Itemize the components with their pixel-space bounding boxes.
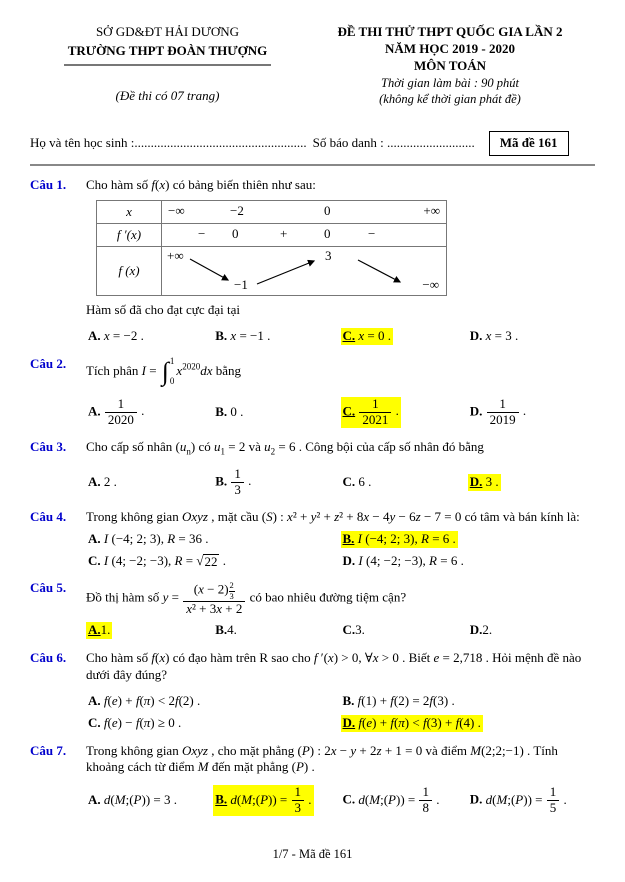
question-4	[30, 509, 595, 570]
school-name: TRƯỜNG THPT ĐOÀN THƯỢNG	[30, 43, 305, 66]
option-a: A.1.	[88, 622, 111, 638]
option-a: A. $\frac{1}{2020}$ .	[88, 395, 145, 427]
option-c: C. f(e) − f(π) ≥ 0 .	[88, 714, 182, 730]
option-a: A. I (−4; 2; 3), R = 36 .	[88, 530, 209, 546]
exam-header	[30, 24, 595, 107]
bbt-x-values	[162, 200, 447, 223]
bbt-f-curve	[162, 246, 447, 295]
bbt-arrows	[162, 247, 446, 295]
question-7-label: Câu 7.	[30, 742, 67, 758]
question-3-label: Câu 3.	[30, 438, 67, 454]
school-year: NĂM HỌC 2019 - 2020	[385, 40, 515, 56]
bbt-value: −∞	[168, 202, 185, 218]
subject: MÔN TOÁN	[413, 57, 487, 73]
question-1-stem: Cho hàm số f(x) có bảng biến thiên như sau:	[86, 177, 316, 193]
bbt-sign: 0	[232, 225, 239, 241]
option-c: C. $\frac{1}{2021}$ .	[342, 395, 399, 427]
option-b: B. $\frac{1}{3}$ .	[215, 465, 252, 497]
question-5-stem: Đồ thị hàm số y = (x − 2) $^{\frac{2}{3}}$ x² + 3x + 2 có bao nhiêu đường tiệm cận?	[86, 580, 407, 617]
question-3-options	[86, 467, 595, 498]
question-2-label: Câu 2.	[30, 355, 67, 371]
question-3	[30, 439, 595, 498]
department-name: SỞ GD&ĐT HẢI DƯƠNG	[95, 24, 240, 39]
question-2	[30, 356, 595, 428]
bbt-value: 0	[324, 202, 331, 218]
duration: Thời gian làm bài : 90 phút	[381, 75, 519, 90]
question-7-options	[86, 785, 595, 816]
option-a: A. x = −2 .	[88, 327, 144, 343]
bbt-fprime-signs	[162, 223, 447, 246]
question-2-stem: Tích phân I = ∫ 1 0 $x^{2020}dx$ bằng	[86, 355, 241, 387]
bbt-limit: −∞	[422, 277, 439, 293]
exam-title-block	[305, 24, 595, 107]
question-4-stem: Trong không gian Oxyz , mặt cầu (S) : x² + y² + z² + 8x − 4y − 6z − 7 = 0 có tâm và bán kính là:	[86, 508, 580, 524]
question-6-stem: Cho hàm số f(x) có đạo hàm trên R sao cho f ′(x) > 0, ∀x > 0 . Biết e = 2,718 . Hỏi mệnh đề nào dưới đây đúng?	[86, 649, 582, 682]
option-b: B.4.	[215, 622, 237, 638]
exam-title: ĐỀ THI THỬ THPT QUỐC GIA LẦN 2	[337, 24, 563, 39]
bbt-value: −2	[230, 202, 244, 218]
school-block	[30, 24, 305, 107]
question-6-options-row2	[86, 715, 595, 732]
question-6-options-row1	[86, 693, 595, 710]
bbt-header-f: f (x)	[97, 246, 162, 295]
question-5	[30, 580, 595, 639]
option-d: D. I (4; −2; −3), R = 6 .	[342, 552, 464, 568]
option-b: B. f(1) + f(2) = 2f(3) .	[342, 692, 455, 708]
option-b: B. x = −1 .	[215, 327, 271, 343]
bbt-limit: +∞	[167, 247, 184, 263]
question-6	[30, 650, 595, 732]
exam-code-box: Mã đề 161	[489, 131, 569, 156]
question-1-options	[86, 328, 595, 345]
header-divider	[30, 164, 595, 166]
option-d: D. d(M;(P)) = $\frac{1}{5}$ .	[469, 784, 567, 816]
bbt-value: +∞	[423, 202, 440, 218]
student-name-label: Họ và tên học sinh :.....................................................	[30, 135, 307, 151]
question-4-options-row1	[86, 531, 595, 548]
option-b: B. d(M;(P)) = $\frac{1}{3}$ .	[215, 784, 312, 816]
question-6-label: Câu 6.	[30, 649, 67, 665]
option-c: C.3.	[342, 622, 365, 638]
question-1-label: Câu 1.	[30, 177, 67, 193]
question-4-label: Câu 4.	[30, 508, 67, 524]
question-5-label: Câu 5.	[30, 580, 67, 596]
option-c: C. x = 0 .	[342, 327, 392, 343]
bbt-header-fprime: f ′(x)	[97, 223, 162, 246]
bbt-header-x: x	[97, 200, 162, 223]
option-d: D. x = 3 .	[469, 327, 519, 343]
question-1	[30, 177, 595, 345]
question-3-stem: Cho cấp số nhân $(u_n)$ có $u_1 = 2$ và $u_2 = 6$ . Công bội của cấp số nhân đó bằng	[86, 438, 484, 457]
option-d: D.2.	[469, 622, 493, 638]
option-a: A. d(M;(P)) = 3 .	[88, 792, 177, 808]
option-d: D. f(e) + f(π) < f(3) + f(4) .	[342, 714, 481, 730]
option-b: B. I (−4; 2; 3), R = 6 .	[342, 530, 456, 546]
option-c: C. d(M;(P)) = $\frac{1}{8}$ .	[342, 784, 440, 816]
bbt-sign: +	[280, 225, 288, 241]
page-count-note: (Đề thi có 07 trang)	[115, 87, 220, 103]
question-7	[30, 743, 595, 817]
option-a: A. f(e) + f(π) < 2f(2) .	[88, 692, 201, 708]
option-c: C. 6 .	[342, 473, 372, 489]
student-info-line	[30, 131, 595, 156]
option-b: B. 0 .	[215, 403, 244, 419]
bbt-max: 3	[325, 247, 332, 263]
page-footer: 1/7 - Mã đề 161	[272, 846, 353, 861]
option-c: C. I (4; −2; −3), R = √ 22 .	[88, 552, 226, 569]
question-1-stem2: Hàm số đã cho đạt cực đại tại	[86, 301, 240, 317]
bbt-sign: −	[368, 225, 376, 241]
student-id-label: Số báo danh : ...........................	[312, 135, 475, 151]
bbt-sign: −	[198, 225, 206, 241]
duration-note: (không kể thời gian phát đề)	[379, 91, 521, 106]
bbt-sign: 0	[324, 225, 331, 241]
question-4-options-row2	[86, 553, 595, 570]
variation-table	[96, 200, 447, 296]
question-7-stem: Trong không gian Oxyz , cho mặt phẳng (P) : 2x − y + 2z + 1 = 0 và điểm M(2;2;−1) . Tính khoảng cách từ điểm M đến mặt phẳng (P) .	[86, 742, 558, 775]
option-d: D. $\frac{1}{2019}$ .	[469, 395, 527, 427]
option-a: A. 2 .	[88, 473, 117, 489]
option-d: D. 3 .	[469, 473, 499, 489]
question-2-options	[86, 397, 595, 428]
question-5-options	[86, 622, 595, 639]
bbt-min: −1	[234, 277, 248, 293]
